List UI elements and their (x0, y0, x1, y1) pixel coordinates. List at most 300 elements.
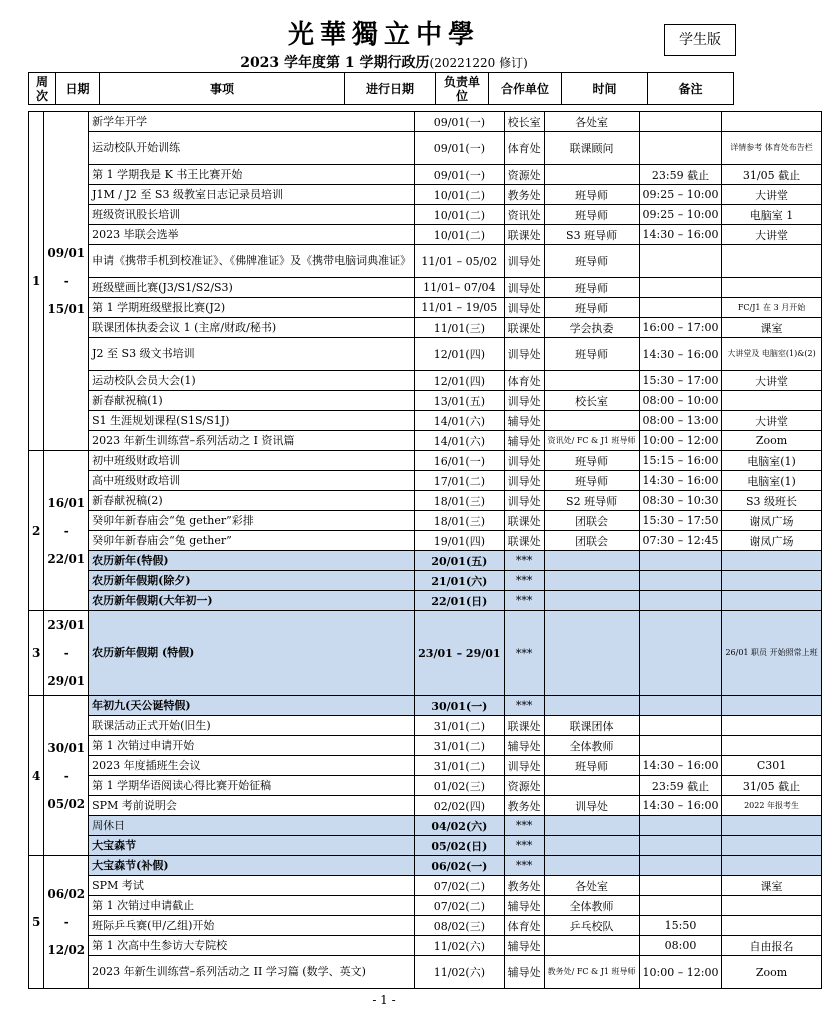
date-range-line: 23/01 (47, 618, 86, 632)
event-time (639, 245, 722, 278)
event-name: 2023 年度插班生会议 (89, 756, 415, 776)
table-row (29, 591, 822, 611)
responsible-unit: *** (504, 836, 544, 856)
event-remark (722, 551, 821, 571)
event-date: 01/02(三) (415, 776, 504, 796)
table-row (29, 916, 822, 936)
event-date: 11/01– 07/04 (415, 278, 504, 298)
table-row (29, 298, 822, 318)
column-date: 日期 (56, 73, 100, 105)
event-date: 02/02(四) (415, 796, 504, 816)
partner-unit (544, 165, 639, 185)
event-date: 20/01(五) (415, 551, 504, 571)
partner-unit (544, 591, 639, 611)
event-time: 15:15 – 16:00 (639, 451, 722, 471)
event-remark: 大讲堂 (722, 185, 821, 205)
event-remark: 大讲堂 (722, 411, 821, 431)
event-name: 运动校队开始训练 (89, 132, 415, 165)
partner-unit: S2 班导师 (544, 491, 639, 511)
responsible-unit: 辅导处 (504, 411, 544, 431)
responsible-unit: 训导处 (504, 756, 544, 776)
column-partner: 合作单位 (489, 73, 562, 105)
event-date: 19/01(四) (415, 531, 504, 551)
event-date: 11/01(三) (415, 318, 504, 338)
event-name: 农历新年假期(除夕) (89, 571, 415, 591)
partner-unit: 学会执委 (544, 318, 639, 338)
partner-unit (544, 856, 639, 876)
event-date: 16/01(一) (415, 451, 504, 471)
week-number: 1 (29, 112, 44, 451)
responsible-unit: 辅导处 (504, 736, 544, 756)
responsible-unit: 训导处 (504, 491, 544, 511)
partner-unit: 联课团体 (544, 716, 639, 736)
event-name: 新春献祝稿(2) (89, 491, 415, 511)
version-badge: 学生版 (664, 24, 736, 56)
week-number: 2 (29, 451, 44, 611)
responsible-unit: 辅导处 (504, 896, 544, 916)
event-time: 08:00 (639, 936, 722, 956)
table-row (29, 132, 822, 165)
week-number: 4 (29, 696, 44, 856)
event-date: 17/01(二) (415, 471, 504, 491)
week-date-range (44, 112, 89, 451)
event-time (639, 816, 722, 836)
date-range-line: 15/01 (47, 302, 86, 316)
partner-unit: S3 班导师 (544, 225, 639, 245)
table-row (29, 836, 822, 856)
responsible-unit: *** (504, 816, 544, 836)
event-name: SPM 考前说明会 (89, 796, 415, 816)
table-row (29, 856, 822, 876)
event-remark (722, 736, 821, 756)
responsible-unit: 联课处 (504, 318, 544, 338)
table-row (29, 531, 822, 551)
responsible-unit: 资源处 (504, 165, 544, 185)
date-range-line: 22/01 (47, 551, 86, 566)
responsible-unit: 辅导处 (504, 936, 544, 956)
event-date: 12/01(四) (415, 338, 504, 371)
event-remark: 课室 (722, 876, 821, 896)
event-time (639, 611, 722, 696)
event-remark: 谢凤广场 (722, 531, 821, 551)
event-name: 周休日 (89, 816, 415, 836)
event-date: 18/01(三) (415, 511, 504, 531)
event-time (639, 696, 722, 716)
event-name: 第 1 学期华语阅读心得比赛开始征稿 (89, 776, 415, 796)
event-remark (722, 856, 821, 876)
responsible-unit: *** (504, 571, 544, 591)
partner-unit (544, 776, 639, 796)
event-date: 22/01(日) (415, 591, 504, 611)
week-number: 3 (29, 611, 44, 696)
responsible-unit: 训导处 (504, 451, 544, 471)
responsible-unit: 训导处 (504, 471, 544, 491)
event-name: 第 1 学期我是 K 书王比赛开始 (89, 165, 415, 185)
partner-unit: 班导师 (544, 756, 639, 776)
event-time: 07:30 – 12:45 (639, 531, 722, 551)
event-name: J2 至 S3 级文书培训 (89, 338, 415, 371)
responsible-unit: *** (504, 611, 544, 696)
responsible-unit: 体育处 (504, 916, 544, 936)
responsible-unit: 体育处 (504, 371, 544, 391)
responsible-unit: 联课处 (504, 511, 544, 531)
event-remark: C301 (722, 756, 821, 776)
event-time (639, 278, 722, 298)
event-name: 2023 毕联会选举 (89, 225, 415, 245)
event-time: 15:50 (639, 916, 722, 936)
partner-unit (544, 836, 639, 856)
event-remark (722, 836, 821, 856)
partner-unit: 校长室 (544, 391, 639, 411)
responsible-unit: *** (504, 856, 544, 876)
date-range-line: 29/01 (47, 674, 86, 688)
event-date: 06/02(一) (415, 856, 504, 876)
table-row (29, 491, 822, 511)
event-date: 31/01(二) (415, 716, 504, 736)
table-row (29, 896, 822, 916)
partner-unit: 班导师 (544, 471, 639, 491)
event-date: 09/01(一) (415, 132, 504, 165)
table-row (29, 451, 822, 471)
partner-unit: 各处室 (544, 112, 639, 132)
event-time: 09:25 – 10:00 (639, 205, 722, 225)
column-remark: 备注 (648, 73, 734, 105)
table-row (29, 471, 822, 491)
table-row (29, 876, 822, 896)
event-date: 07/02(二) (415, 876, 504, 896)
event-remark: 电脑室 1 (722, 205, 821, 225)
responsible-unit: 资讯处 (504, 205, 544, 225)
column-proceed: 进行日期 (345, 73, 436, 105)
event-date: 05/02(日) (415, 836, 504, 856)
date-range-line: - (63, 523, 69, 538)
table-row (29, 776, 822, 796)
event-name: S1 生涯规划课程(S1S/S1J) (89, 411, 415, 431)
table-row (29, 571, 822, 591)
date-range-line: 16/01 (47, 495, 86, 510)
partner-unit (544, 571, 639, 591)
event-time (639, 716, 722, 736)
event-name: 运动校队会员大会(1) (89, 371, 415, 391)
event-remark (722, 716, 821, 736)
event-date: 11/02(六) (415, 956, 504, 989)
table-row (29, 338, 822, 371)
event-time (639, 112, 722, 132)
table-row (29, 391, 822, 411)
event-name: 班级资讯股长培训 (89, 205, 415, 225)
event-date: 12/01(四) (415, 371, 504, 391)
partner-unit: 全体教师 (544, 896, 639, 916)
partner-unit: 班导师 (544, 338, 639, 371)
responsible-unit: *** (504, 591, 544, 611)
date-range-line: 30/01 (47, 740, 86, 755)
event-remark: Zoom (722, 956, 821, 989)
event-time: 14:30 – 16:00 (639, 796, 722, 816)
date-range-line: - (63, 768, 69, 783)
responsible-unit: 教务处 (504, 185, 544, 205)
date-range-line: 09/01 (47, 246, 86, 260)
event-time: 08:30 – 10:30 (639, 491, 722, 511)
week-date-range (44, 856, 89, 989)
event-remark: 2022 年报考生 (722, 796, 821, 816)
event-name: 班级壁画比赛(J3/S1/S2/S3) (89, 278, 415, 298)
responsible-unit: 训导处 (504, 338, 544, 371)
schedule-table (28, 111, 822, 989)
school-name: 光華獨立中學 (287, 20, 480, 50)
event-date: 31/01(二) (415, 736, 504, 756)
event-name: 班际乒乓赛(甲/乙组)开始 (89, 916, 415, 936)
event-name: 初中班级财政培训 (89, 451, 415, 471)
partner-unit: 班导师 (544, 278, 639, 298)
event-remark (722, 278, 821, 298)
event-date: 11/01 – 19/05 (415, 298, 504, 318)
event-date: 11/01 – 05/02 (415, 245, 504, 278)
event-remark (722, 591, 821, 611)
partner-unit: 各处室 (544, 876, 639, 896)
table-row (29, 165, 822, 185)
responsible-unit: 体育处 (504, 132, 544, 165)
event-time: 14:30 – 16:00 (639, 225, 722, 245)
partner-unit: 乒乓校队 (544, 916, 639, 936)
partner-unit: 班导师 (544, 205, 639, 225)
partner-unit: 班导师 (544, 245, 639, 278)
column-event: 事项 (100, 73, 345, 105)
event-name: 高中班级财政培训 (89, 471, 415, 491)
event-time (639, 591, 722, 611)
event-time (639, 876, 722, 896)
table-row (29, 756, 822, 776)
partner-unit: 教务处/ FC & J1 班导师 (544, 956, 639, 989)
table-row (29, 936, 822, 956)
event-date: 10/01(二) (415, 185, 504, 205)
event-time: 16:00 – 17:00 (639, 318, 722, 338)
event-date: 10/01(二) (415, 225, 504, 245)
event-date: 30/01(一) (415, 696, 504, 716)
event-time: 15:30 – 17:00 (639, 371, 722, 391)
event-remark: 课室 (722, 318, 821, 338)
event-time (639, 571, 722, 591)
event-time (639, 298, 722, 318)
event-date: 18/01(三) (415, 491, 504, 511)
event-time: 08:00 – 10:00 (639, 391, 722, 411)
date-range-line: - (63, 646, 69, 660)
responsible-unit: 训导处 (504, 298, 544, 318)
event-remark (722, 391, 821, 411)
event-remark (722, 696, 821, 716)
partner-unit: 班导师 (544, 185, 639, 205)
partner-unit (544, 936, 639, 956)
partner-unit: 训导处 (544, 796, 639, 816)
event-time: 09:25 – 10:00 (639, 185, 722, 205)
responsible-unit: 训导处 (504, 278, 544, 298)
table-row (29, 796, 822, 816)
event-name: 2023 年新生训练营–系列活动之 II 学习篇 (数学、英文) (89, 956, 415, 989)
event-date: 21/01(六) (415, 571, 504, 591)
table-row (29, 318, 822, 338)
event-time: 14:30 – 16:00 (639, 338, 722, 371)
event-date: 14/01(六) (415, 411, 504, 431)
event-name: 第 1 次销过申请截止 (89, 896, 415, 916)
partner-unit (544, 816, 639, 836)
event-remark: 大讲堂 (722, 225, 821, 245)
table-row (29, 205, 822, 225)
event-name: 第 1 学期班级壁报比赛(J2) (89, 298, 415, 318)
table-row (29, 278, 822, 298)
event-time: 14:30 – 16:00 (639, 471, 722, 491)
event-date: 08/02(三) (415, 916, 504, 936)
event-name: 第 1 次高中生参访大专院校 (89, 936, 415, 956)
event-name: 癸卯年新春庙会“兔 gether” (89, 531, 415, 551)
table-row (29, 551, 822, 571)
event-name: 农历新年假期(大年初一) (89, 591, 415, 611)
event-remark (722, 112, 821, 132)
table-row (29, 112, 822, 132)
event-time: 10:00 – 12:00 (639, 956, 722, 989)
event-time (639, 836, 722, 856)
event-time: 23:59 截止 (639, 776, 722, 796)
event-date: 09/01(一) (415, 165, 504, 185)
event-time: 23:59 截止 (639, 165, 722, 185)
event-name: 大宝森节 (89, 836, 415, 856)
event-time (639, 551, 722, 571)
table-row (29, 736, 822, 756)
partner-unit: 班导师 (544, 451, 639, 471)
responsible-unit: 联课处 (504, 716, 544, 736)
event-name: 农历新年(特假) (89, 551, 415, 571)
responsible-unit: 训导处 (504, 391, 544, 411)
title-text: 2023 学年度第 1 学期行政历 (240, 55, 430, 71)
event-time (639, 736, 722, 756)
event-name: 癸卯年新春庙会“兔 gether”彩排 (89, 511, 415, 531)
event-time (639, 132, 722, 165)
partner-unit (544, 611, 639, 696)
event-name: SPM 考试 (89, 876, 415, 896)
partner-unit (544, 411, 639, 431)
table-row (29, 611, 822, 696)
table-row (29, 411, 822, 431)
partner-unit: 团联会 (544, 531, 639, 551)
event-name: 新春献祝稿(1) (89, 391, 415, 411)
event-date: 04/02(六) (415, 816, 504, 836)
responsible-unit: *** (504, 551, 544, 571)
week-date-range (44, 611, 89, 696)
event-date: 14/01(六) (415, 431, 504, 451)
event-remark (722, 816, 821, 836)
event-name: 新学年开学 (89, 112, 415, 132)
column-week: 周次 (29, 73, 56, 105)
event-remark: 详情参考 体育处布告栏 (722, 132, 821, 165)
event-remark: 自由报名 (722, 936, 821, 956)
date-range-line: - (63, 274, 69, 288)
date-range-line: - (63, 915, 69, 929)
event-remark: Zoom (722, 431, 821, 451)
table-row (29, 431, 822, 451)
responsible-unit: 训导处 (504, 245, 544, 278)
event-time: 14:30 – 16:00 (639, 756, 722, 776)
table-row (29, 245, 822, 278)
responsible-unit: 联课处 (504, 225, 544, 245)
partner-unit (544, 551, 639, 571)
event-remark: 大讲堂 (722, 371, 821, 391)
event-date: 11/02(六) (415, 936, 504, 956)
responsible-unit: 联课处 (504, 531, 544, 551)
responsible-unit: 教务处 (504, 876, 544, 896)
partner-unit (544, 696, 639, 716)
event-name: J1M / J2 至 S3 级教室日志记录员培训 (89, 185, 415, 205)
partner-unit (544, 371, 639, 391)
table-row (29, 696, 822, 716)
table-row (29, 371, 822, 391)
responsible-unit: *** (504, 696, 544, 716)
partner-unit: 资讯处/ FC & J1 班导师 (544, 431, 639, 451)
table-row (29, 956, 822, 989)
document-title (0, 52, 768, 72)
event-date: 09/01(一) (415, 112, 504, 132)
week-number: 5 (29, 856, 44, 989)
partner-unit: 团联会 (544, 511, 639, 531)
event-remark: 电脑室(1) (722, 471, 821, 491)
responsible-unit: 辅导处 (504, 431, 544, 451)
partner-unit: 联课顾问 (544, 132, 639, 165)
table-row (29, 816, 822, 836)
event-time: 15:30 – 17:50 (639, 511, 722, 531)
event-remark (722, 245, 821, 278)
event-date: 13/01(五) (415, 391, 504, 411)
date-range-line: 12/02 (47, 943, 86, 957)
partner-unit: 班导师 (544, 298, 639, 318)
event-name: 第 1 次销过申请开始 (89, 736, 415, 756)
event-remark: 31/05 截止 (722, 776, 821, 796)
event-name: 申请《携带手机到校准证》、《佛牌准证》及《携带电脑词典准证》 (89, 245, 415, 278)
event-time: 08:00 – 13:00 (639, 411, 722, 431)
event-remark (722, 571, 821, 591)
responsible-unit: 资源处 (504, 776, 544, 796)
table-row (29, 225, 822, 245)
page-number: - 1 - (372, 993, 396, 1007)
event-name: 联课活动正式开始(旧生) (89, 716, 415, 736)
partner-unit: 全体教师 (544, 736, 639, 756)
date-range-line: 06/02 (47, 887, 86, 901)
event-date: 07/02(二) (415, 896, 504, 916)
event-name: 2023 年新生训练营–系列活动之 I 资讯篇 (89, 431, 415, 451)
event-date: 31/01(二) (415, 756, 504, 776)
week-date-range (44, 451, 89, 611)
date-range-line: 05/02 (47, 796, 86, 811)
event-time (639, 856, 722, 876)
event-remark: 26/01 职员 开始照常上班 (722, 611, 821, 696)
event-remark: 大讲堂及 电脑室(1)&(2) (722, 338, 821, 371)
responsible-unit: 校长室 (504, 112, 544, 132)
event-date: 10/01(二) (415, 205, 504, 225)
event-name: 大宝森节(补假) (89, 856, 415, 876)
event-remark (722, 916, 821, 936)
table-row (29, 716, 822, 736)
event-remark: 谢凤广场 (722, 511, 821, 531)
event-remark: FC/J1 在 3 月开始 (722, 298, 821, 318)
event-remark: S3 级班长 (722, 491, 821, 511)
event-name: 年初九(天公诞特假) (89, 696, 415, 716)
header-table (28, 72, 734, 105)
event-name: 联课团体执委会议 1 (主席/财政/秘书) (89, 318, 415, 338)
event-time (639, 896, 722, 916)
table-row (29, 511, 822, 531)
event-name: 农历新年假期 (特假) (89, 611, 415, 696)
column-unit: 负责单位 (436, 73, 489, 105)
event-remark (722, 896, 821, 916)
event-time: 10:00 – 12:00 (639, 431, 722, 451)
event-remark: 电脑室(1) (722, 451, 821, 471)
table-row (29, 185, 822, 205)
